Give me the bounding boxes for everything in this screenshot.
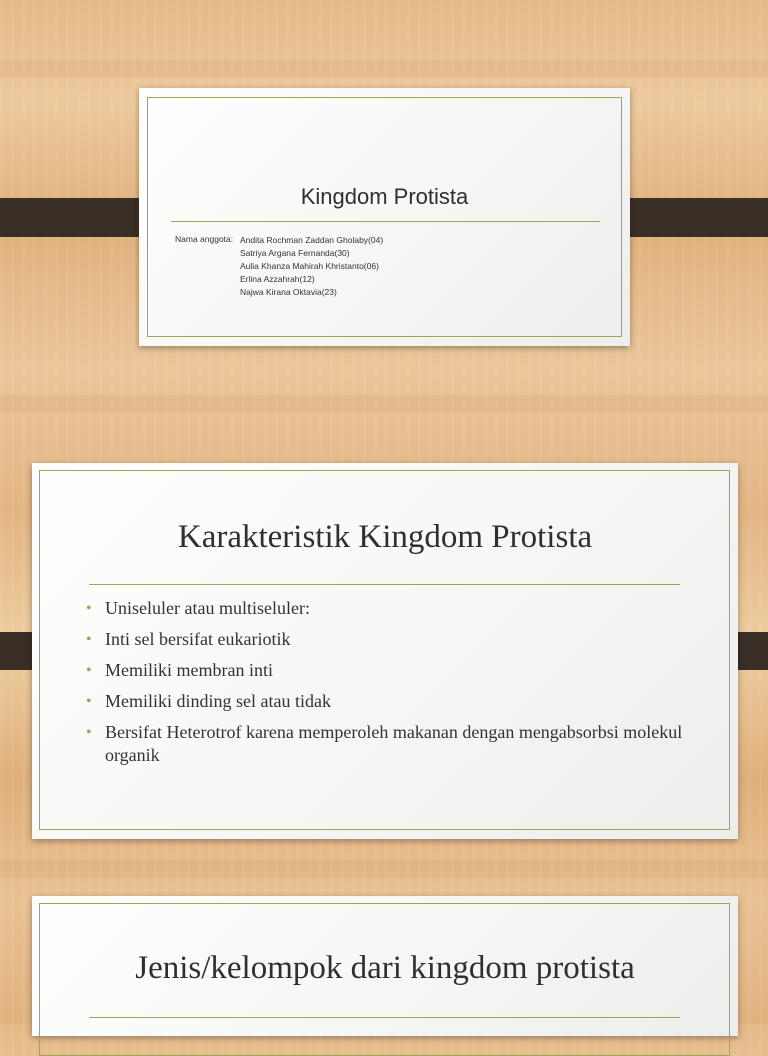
- bullet-text: Uniseluler atau multiseluler:: [105, 598, 310, 618]
- bullet-item: [86, 721, 686, 767]
- title-divider: [89, 1017, 680, 1018]
- bullet-item: [86, 628, 686, 651]
- title-divider: [171, 221, 600, 222]
- wood-grain: [0, 395, 768, 413]
- title-divider: [89, 584, 680, 585]
- members-list: [240, 234, 383, 299]
- bullet-list: [86, 597, 686, 775]
- bullet-text: Memiliki membran inti: [105, 660, 273, 680]
- bullet-text: Bersifat Heterotrof karena memperoleh makanan dengan mengabsorbsi molekul organik: [105, 722, 683, 765]
- bullet-icon: •: [86, 631, 92, 648]
- bullet-text: Inti sel bersifat eukariotik: [105, 629, 291, 649]
- bullet-text: Memiliki dinding sel atau tidak: [105, 691, 331, 711]
- slide-title[interactable]: [139, 88, 630, 346]
- member-item: Aulia Khanza Mahirah Khristanto(06): [240, 261, 379, 271]
- slide-title-text: Kingdom Protista: [300, 184, 469, 209]
- wood-grain: [0, 860, 768, 878]
- member-item: Andita Rochman Zaddan Gholaby(04): [240, 235, 384, 245]
- bullet-icon: •: [86, 662, 92, 679]
- member-item: Erlina Azzahrah(12): [240, 274, 315, 284]
- slide-frame: [147, 97, 622, 337]
- slide-title-text: Karakteristik Kingdom Protista: [177, 519, 593, 555]
- members-label: Nama anggota:: [175, 234, 234, 244]
- slide-types[interactable]: [32, 896, 738, 1036]
- wood-grain: [0, 60, 768, 78]
- member-item: Najwa Kirana Oktavia(23): [240, 287, 337, 297]
- bullet-item: [86, 659, 686, 682]
- slide-title-text: Jenis/kelompok dari kingdom protista: [135, 950, 635, 986]
- decorative-band-right: [613, 198, 768, 237]
- decorative-band-left: [0, 198, 156, 237]
- bullet-icon: •: [86, 600, 92, 617]
- member-item: Satriya Argana Fernanda(30): [240, 248, 350, 258]
- bullet-item: [86, 690, 686, 713]
- bullet-icon: •: [86, 693, 92, 710]
- slide-characteristics[interactable]: [32, 463, 738, 839]
- bullet-item: [86, 597, 686, 620]
- bullet-icon: •: [86, 724, 92, 741]
